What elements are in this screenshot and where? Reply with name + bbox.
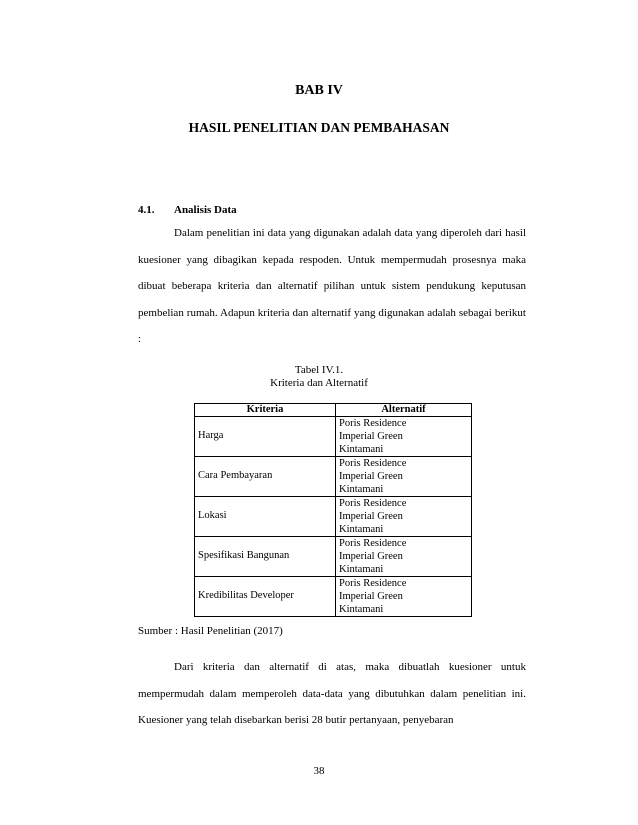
- chapter-heading: BAB IV: [295, 83, 343, 98]
- section-title: Analisis Data: [174, 204, 237, 216]
- alternatif-item: Poris Residence: [339, 498, 407, 509]
- table-subcaption: Kriteria dan Alternatif: [270, 377, 368, 389]
- alternatif-cell: [336, 497, 472, 537]
- alternatif-cell: [336, 417, 472, 457]
- alternatif-item: Imperial Green: [339, 591, 403, 602]
- alternatif-item: Poris Residence: [339, 458, 407, 469]
- table-caption: Tabel IV.1.: [294, 364, 344, 376]
- alternatif-item: Kintamani: [339, 564, 384, 575]
- criteria-table: [194, 403, 472, 617]
- page-number: 38: [313, 765, 325, 777]
- table-row: [195, 457, 472, 497]
- alternatif-item: Kintamani: [339, 604, 384, 615]
- table-row: [195, 497, 472, 537]
- kriteria-cell: Kredibilitas Developer: [195, 577, 336, 617]
- header-alternatif: Alternatif: [336, 404, 472, 417]
- kriteria-cell: Lokasi: [195, 497, 336, 537]
- alternatif-item: Imperial Green: [339, 431, 403, 442]
- alternatif-cell: [336, 577, 472, 617]
- kriteria-cell: Harga: [195, 417, 336, 457]
- table-header-row: [195, 404, 472, 417]
- alternatif-item: Kintamani: [339, 524, 384, 535]
- kriteria-cell: Cara Pembayaran: [195, 457, 336, 497]
- alternatif-item: Imperial Green: [339, 551, 403, 562]
- header-kriteria: Kriteria: [195, 404, 336, 417]
- alternatif-item: Kintamani: [339, 444, 384, 455]
- alternatif-item: Poris Residence: [339, 538, 407, 549]
- table-row: [195, 537, 472, 577]
- table-row: [195, 577, 472, 617]
- alternatif-item: Poris Residence: [339, 418, 407, 429]
- chapter-title: HASIL PENELITIAN DAN PEMBAHASAN: [188, 120, 450, 135]
- body-paragraph: Dalam penelitian ini data yang digunakan adalah data yang diperoleh dari hasil kuesioner yang dibagikan kepada respoden. Untuk mempermudah prosesnya maka dibuat beberapa kriteria dan alternatif pilihan untuk sistem pendukung keputusan pembelian rumah. Adapun kriteria dan alternatif yang digunakan adalah sebagai berikut :: [138, 227, 526, 345]
- alternatif-cell: [336, 457, 472, 497]
- alternatif-item: Imperial Green: [339, 511, 403, 522]
- alternatif-item: Poris Residence: [339, 578, 407, 589]
- section-heading: [138, 204, 237, 216]
- section-number: 4.1.: [138, 204, 155, 216]
- table-source: Sumber : Hasil Penelitian (2017): [138, 625, 283, 637]
- alternatif-cell: [336, 537, 472, 577]
- body-paragraph: Dari kriteria dan alternatif di atas, maka dibuatlah kuesioner untuk mempermudah dalam memperoleh data-data yang dibutuhkan dalam penelitian ini. Kuesioner yang telah disebarkan berisi 28 butir pertanyaan, penyebaran: [138, 661, 526, 726]
- kriteria-cell: Spesifikasi Bangunan: [195, 537, 336, 577]
- table-row: [195, 417, 472, 457]
- alternatif-item: Imperial Green: [339, 471, 403, 482]
- alternatif-item: Kintamani: [339, 484, 384, 495]
